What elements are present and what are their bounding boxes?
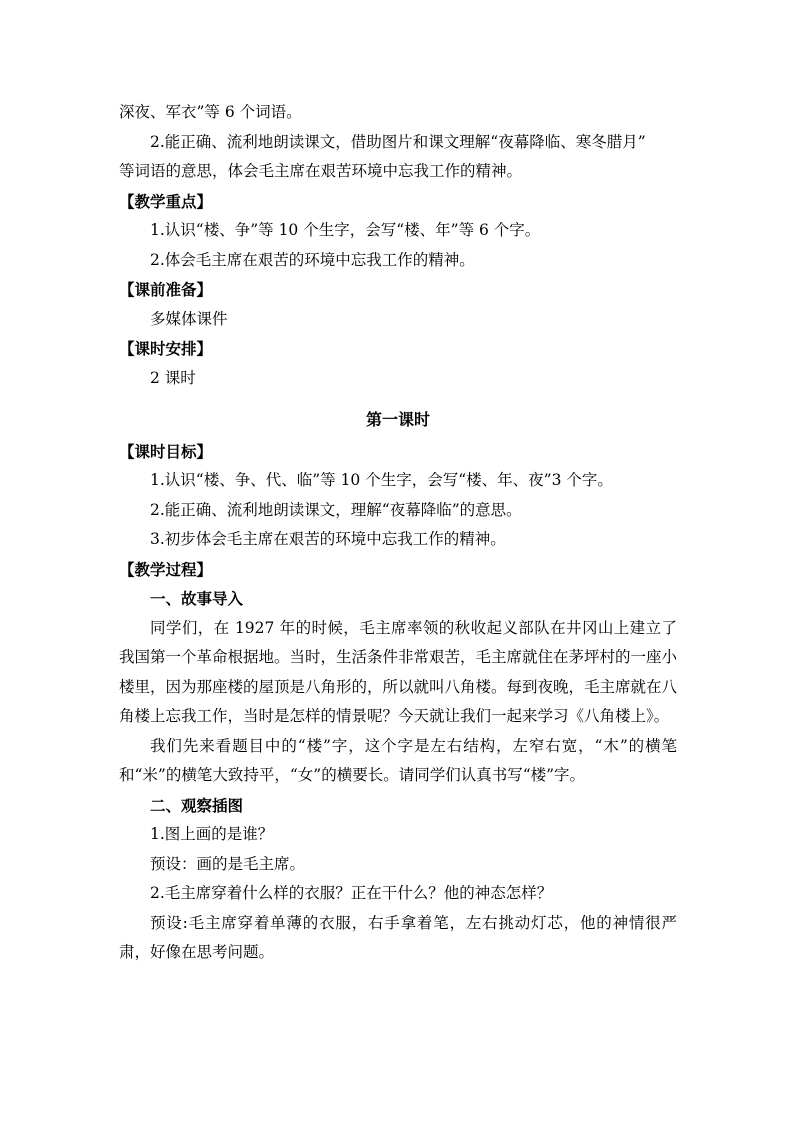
- text-line: 深夜、军衣”等 6 个词语。: [119, 103, 302, 121]
- text-line: 多媒体课件: [150, 309, 228, 328]
- subsection-heading-illustration: 二、观察插图: [150, 795, 244, 815]
- document-page: [119, 98, 677, 968]
- paragraph-story: 同学们，在 1927 年的时候，毛主席率领的秋收起义部队在井冈山上建立了我国第一个革命根据地。当时，生活条件非常艰苦，毛主席就住在茅坪村的一座小楼里，因为那座楼的屋顶是八角形的，所以就叫八角楼。每到夜晚，毛主席就在八角楼上忘我工作，当时是怎样的情景呢？今天就让我们一起来学习《八角楼上》。: [119, 618, 678, 725]
- text-line: 2.毛主席穿着什么样的衣服？正在干什么？他的神态怎样？: [150, 884, 553, 902]
- text-line: 等词语的意思，体会毛主席在艰苦环境中忘我工作的精神。: [119, 162, 523, 180]
- text-line: 1.认识“楼、争”等 10 个生字，会写“楼、年”等 6 个字。: [150, 221, 541, 239]
- paragraph-answer: 预设:毛主席穿着单薄的衣服，右手拿着笔，左右挑动灯芯，他的神情很严肃，好像在思考问题。: [119, 913, 677, 961]
- text-line: 预设：画的是毛主席。: [150, 854, 306, 873]
- text-line: 3.初步体会毛主席在艰苦的环境中忘我工作的精神。: [150, 530, 506, 548]
- section-heading-focus: 【教学重点】: [119, 191, 213, 211]
- text-line: 2.能正确、流利地朗读课文，理解“夜幕降临”的意思。: [150, 500, 522, 519]
- section-heading-prep: 【课前准备】: [119, 280, 213, 299]
- section-heading-goal: 【课时目标】: [119, 441, 213, 461]
- section-heading-schedule: 【课时安排】: [119, 339, 213, 358]
- section-heading-process: 【教学过程】: [119, 559, 213, 579]
- subsection-heading-intro: 一、故事导入: [150, 589, 244, 608]
- lesson-title: 第一课时: [365, 410, 430, 429]
- text-line: 2.能正确、流利地朗读课文，借助图片和课文理解“夜幕降临、寒冬腊月”: [150, 132, 646, 151]
- text-line: 2.体会毛主席在艰苦的环境中忘我工作的精神。: [150, 250, 475, 269]
- paragraph-character: 我们先来看题目中的“楼”字，这个字是左右结构，左窄右宽，“木”的横笔和“米”的横笔大致持平，“女”的横要长。请同学们认真书写“楼”字。: [119, 736, 677, 784]
- text-line: 2 课时: [150, 368, 196, 387]
- text-line: 1.认识“楼、争、代、临”等 10 个生字，会写“楼、年、夜”3 个字。: [150, 471, 613, 489]
- text-line: 1.图上画的是谁？: [150, 825, 274, 843]
